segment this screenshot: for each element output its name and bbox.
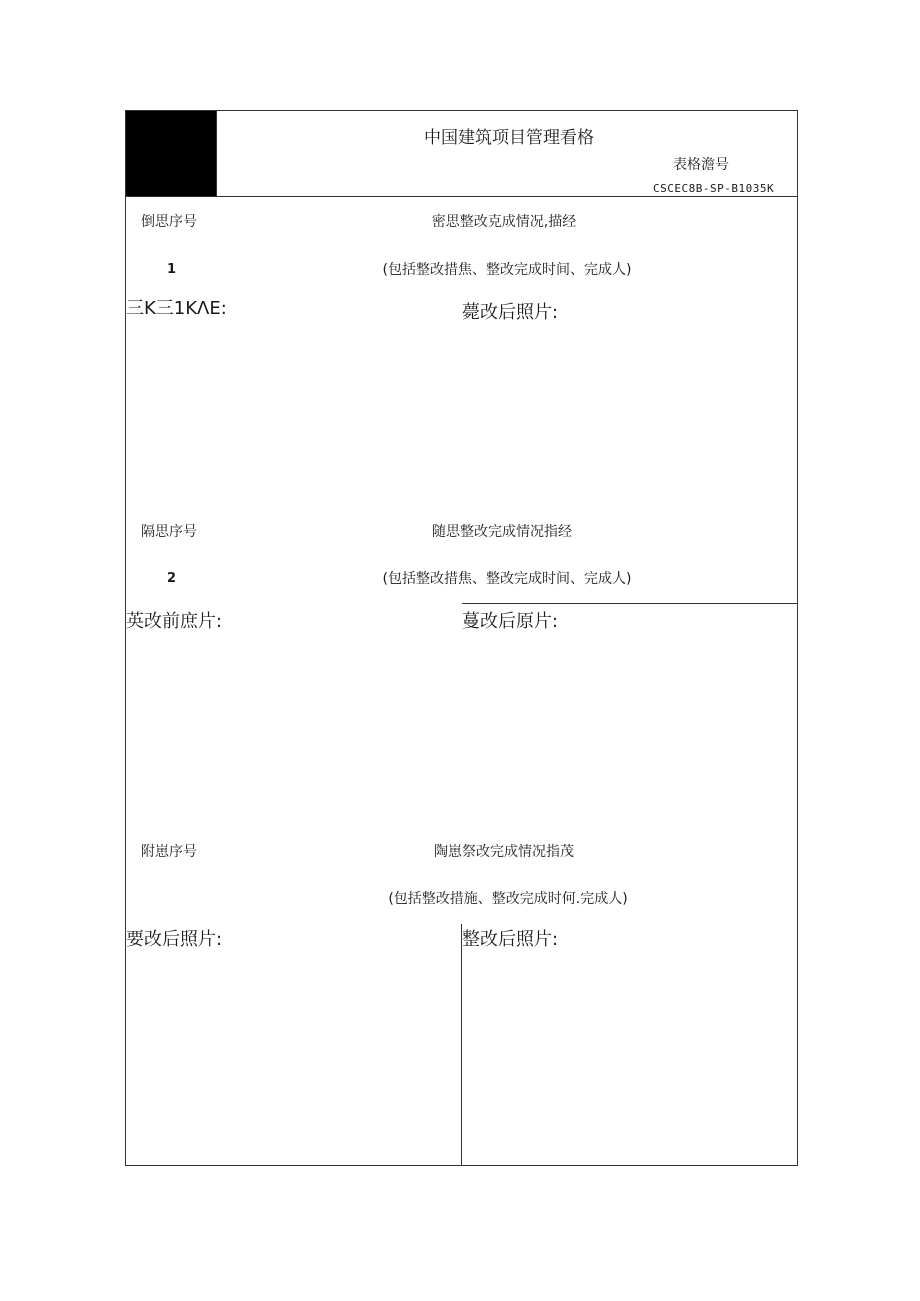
form-code: CSCEC8B-SP-B1035K — [653, 182, 775, 195]
section-3-after-photo-label: 整改后照片: — [462, 929, 559, 950]
section-1-desc-title: 密思整改克成情况,描经 — [431, 214, 577, 230]
section-3-desc-sub: (包括整改措施、整改完成时何.完成人) — [388, 891, 628, 907]
form-title: 中国建筑项目管理看格 — [424, 128, 594, 148]
section-1-seq-value: 1 — [167, 262, 177, 277]
section-3-desc-title: 陶崽祭改完成情况指茂 — [434, 844, 574, 860]
section-1-desc-sub: (包括整改措焦、整改完成时间、完成人) — [382, 262, 632, 278]
section-2-desc-title: 随思整改完成情况指经 — [432, 524, 572, 540]
header-divider-vertical — [216, 111, 217, 196]
section-3-seq-label: 附崽序号 — [141, 844, 197, 860]
section-1-seq-label: 倒思序号 — [141, 214, 197, 230]
section-2-desc-sub: (包括整改措焦、整改完成时间、完成人) — [382, 571, 632, 587]
section-2-after-divider — [462, 603, 797, 604]
section-3-before-photo-label: 要改后照片: — [126, 929, 223, 950]
company-logo — [126, 111, 216, 196]
section-3-photo-divider — [461, 924, 462, 1165]
section-2-before-photo-label: 英改前庶片: — [126, 611, 223, 632]
section-1-after-photo-label: 薨改后照片: — [462, 302, 559, 323]
rectification-form — [125, 110, 798, 1166]
section-2-seq-value: 2 — [167, 571, 177, 586]
section-2-seq-label: 隔思序号 — [141, 524, 197, 540]
section-2-after-photo-label: 蔓改后原片: — [462, 611, 559, 632]
header-divider-horizontal — [126, 196, 797, 197]
section-1-before-photo-label: 三K三1KΛE: — [126, 298, 227, 319]
form-number-label: 表格澹号 — [673, 157, 729, 173]
